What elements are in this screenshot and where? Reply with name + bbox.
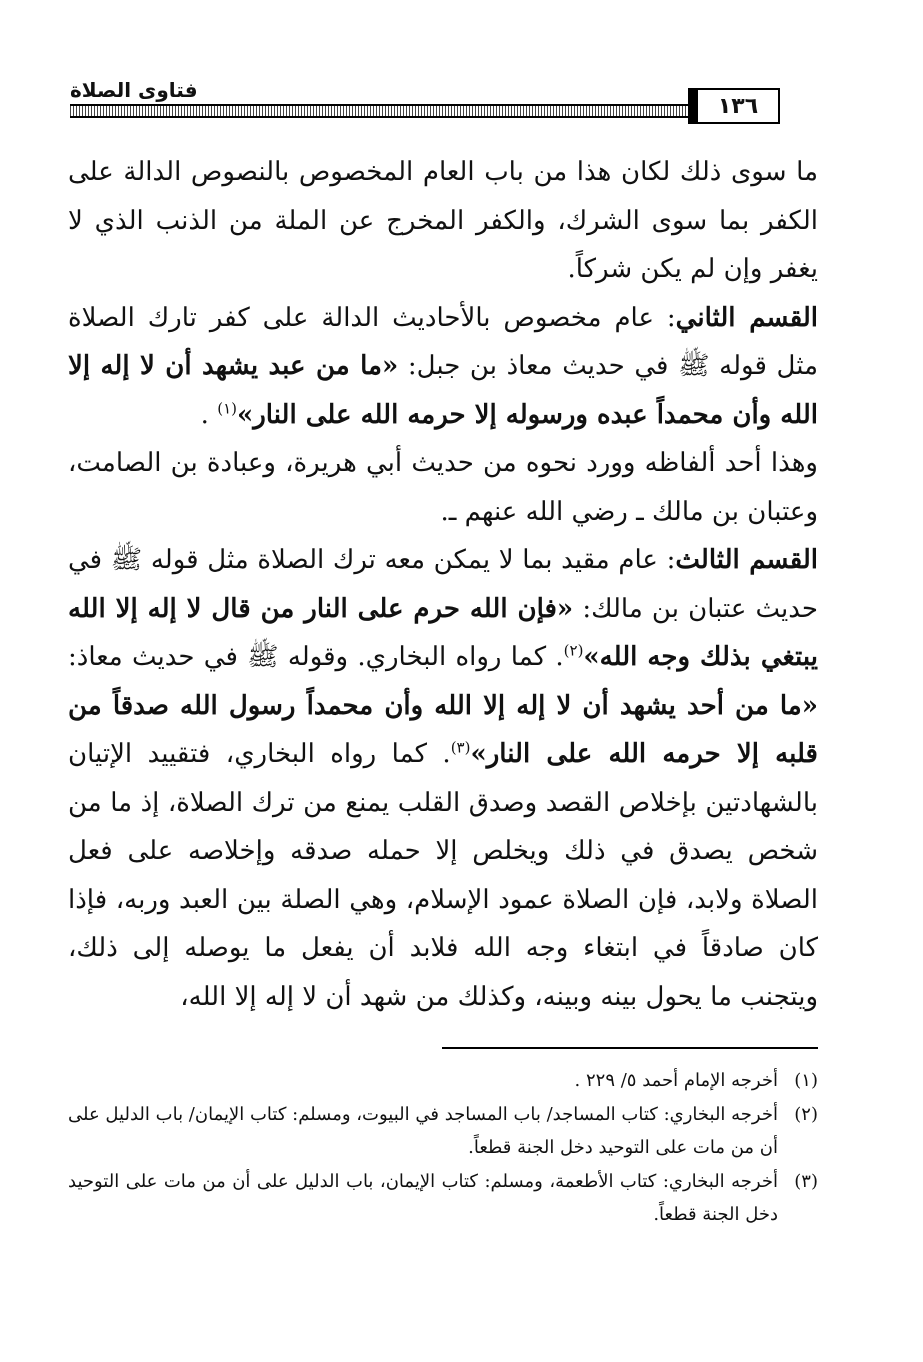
paragraph-2: [68, 294, 818, 440]
paragraph-2-end: .: [200, 399, 218, 430]
paragraph-4-text-3: . كما رواه البخاري، فتقييد الإتيان بالشهادتين بإخلاص القصد وصدق القلب يمنع من ترك الصلاة، إذ ما من شخص يصدق في ذلك ويخلص إلا حمله صدقه وإخلاصه على فعل الصلاة ولابد، فإن الصلاة عمود الإسلام، وهي الصلة بين العبد وربه، فإذا كان صادقاً في ابتغاء وجه الله فلابد أن يفعل ما يوصله إلى ذلك، ويتجنب ما يحول بينه وبينه، وكذلك من شهد أن لا إله إلا الله،: [68, 739, 818, 1012]
footnote-2: [68, 1098, 818, 1164]
footnote-3: [68, 1165, 818, 1231]
footnote-text: أخرجه البخاري: كتاب الأطعمة، ومسلم: كتاب الإيمان، باب الدليل على أن من مات على التوحيد دخل الجنة قطعاً.: [68, 1171, 778, 1225]
paragraph-1: ما سوى ذلك لكان هذا من باب العام المخصوص بالنصوص الدالة على الكفر بما سوى الشرك، والكفر المخرج عن الملة من الذنب الذي لا يغفر وإن لم يكن شركاً.: [68, 157, 818, 284]
section-heading-third: القسم الثالث: [675, 545, 819, 575]
footnote-text: أخرجه البخاري: كتاب المساجد/ باب المساجد في البيوت، ومسلم: كتاب الإيمان/ باب الدليل على أن من مات على التوحيد دخل الجنة قطعاً.: [68, 1104, 778, 1158]
footnote-1: [68, 1064, 818, 1097]
footnote-ref-2[interactable]: (٢): [563, 641, 584, 660]
footnote-number: (٢): [794, 1104, 818, 1125]
footnote-number: (١): [794, 1070, 818, 1091]
footnote-text: أخرجه الإمام أحمد ٥/ ٢٢٩ .: [574, 1070, 778, 1091]
hadith-quote-2: «فإن الله حرم على النار من قال لا إله إلا الله يبتغي بذلك وجه الله»: [68, 593, 818, 672]
footnote-ref-3[interactable]: (٣): [450, 738, 471, 757]
hadith-quote-3: «ما من أحد يشهد أن لا إله إلا الله وأن محمداً رسول الله صدقاً من قلبه إلا حرمه الله على النار»: [68, 690, 818, 769]
main-text: [68, 148, 818, 1021]
footnote-ref-1[interactable]: (١): [217, 398, 237, 417]
paragraph-3: وهذا أحد ألفاظه وورد نحوه من حديث أبي هريرة، وعبادة بن الصامت، وعتبان بن مالك ـ رضي الله عنهم ـ.: [68, 448, 818, 527]
hadith-quote-1: «ما من عبد يشهد أن لا إله إلا الله وأن محمداً عبده ورسوله إلا حرمه الله على النار»: [68, 351, 818, 430]
paragraph-2-text: : عام مخصوص بالأحاديث الدالة على كفر تارك الصلاة مثل قوله ﷺ في حديث معاذ بن جبل:: [68, 302, 819, 381]
paragraph-4-text-1: : عام مقيد بما لا يمكن معه ترك الصلاة مثل قوله ﷺ في حديث عتبان بن مالك:: [68, 545, 818, 624]
footnote-divider: [442, 1047, 818, 1049]
page-number: ١٣٦: [696, 88, 780, 124]
running-title: فتاوى الصلاة: [70, 78, 198, 102]
footnotes: [68, 1064, 818, 1232]
footnote-number: (٣): [794, 1171, 818, 1192]
header-rule: [70, 104, 760, 118]
page-header: [70, 78, 820, 128]
paragraph-4: [68, 536, 818, 1021]
paragraph-4-text-2: . كما رواه البخاري. وقوله ﷺ في حديث معاذ:: [68, 642, 564, 672]
section-heading-second: القسم الثاني: [675, 302, 819, 333]
